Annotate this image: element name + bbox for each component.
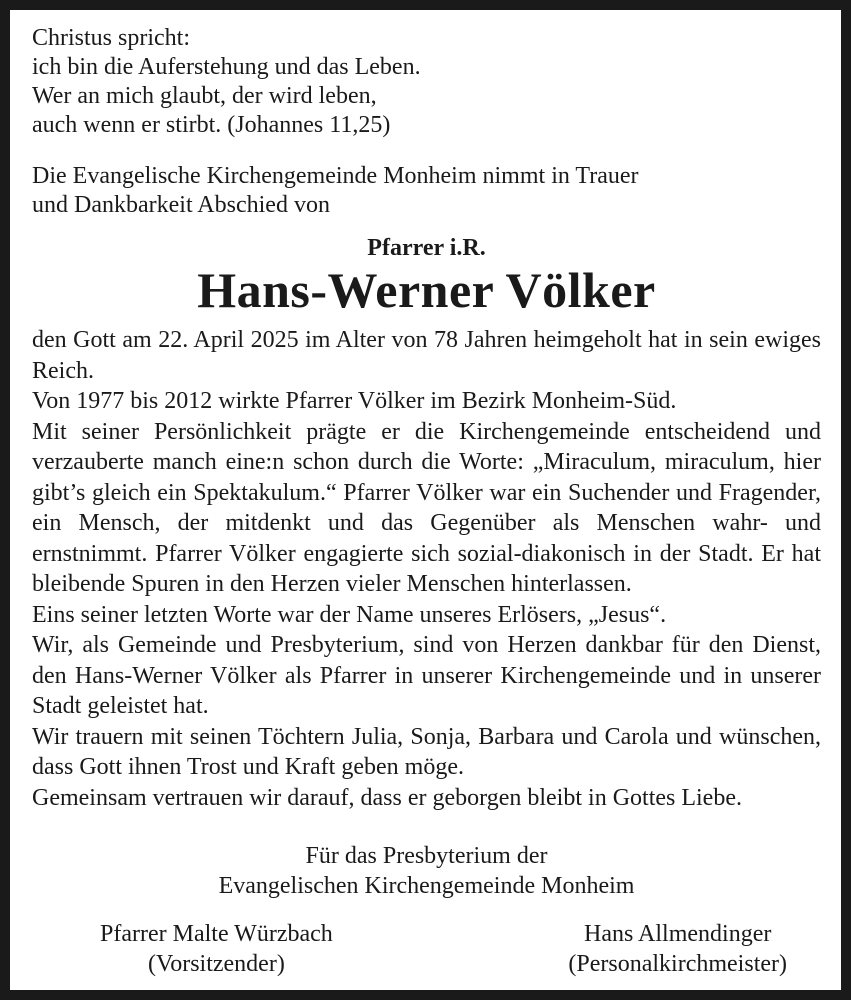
verse-line: Wer an mich glaubt, der wird leben,	[32, 83, 377, 109]
signer-role: (Vorsitzender)	[147, 951, 285, 977]
signer-left	[100, 919, 333, 979]
intro-line: und Dankbarkeit Abschied von	[32, 192, 330, 218]
verse-line: Christus spricht:	[32, 25, 191, 51]
deceased-name: Hans-Werner Völker	[197, 262, 656, 318]
body-paragraph: Mit seiner Persönlichkeit prägte er die Kirchengemeinde entscheidend und verzauberte manch eine:n schon durch die Worte: „Miraculum, miraculum, hier gibt’s gleich ein Spektakulum.“ Pfarrer Völker war ein Suchender und Fragender, ein Mensch, der mitdenkt und das Gegenüber als Menschen wahr- und ernstnimmt. Pfarrer Völker engagierte sich sozial-diakonisch in der Stadt. Er hat bleibende Spuren in den Herzen vieler Menschen hinterlassen.	[32, 418, 821, 597]
notice-content	[32, 24, 821, 979]
obituary-body	[32, 325, 821, 813]
signer-name: Pfarrer Malte Würzbach	[100, 921, 333, 947]
deceased-rank: Pfarrer i.R.	[367, 235, 486, 261]
signature-header-line: Für das Presbyterium der	[305, 843, 548, 869]
body-paragraph: Wir trauern mit seinen Töchtern Julia, Sonja, Barbara und Carola und wünschen, dass Gott ihnen Trost und Kraft geben möge.	[32, 723, 821, 780]
intro-text	[32, 162, 821, 220]
body-paragraph: Gemeinsam vertrauen wir darauf, dass er geborgen bleibt in Gottes Liebe.	[32, 784, 742, 811]
bible-verse	[32, 24, 821, 140]
signer-right	[568, 919, 787, 979]
body-paragraph: Wir, als Gemeinde und Presbyterium, sind von Herzen dankbar für den Dienst, den Hans-Werner Völker als Pfarrer in unserer Kirchengemeinde und in unserer Stadt geleistet hat.	[32, 632, 821, 719]
body-paragraph: den Gott am 22. April 2025 im Alter von 78 Jahren heimgeholt hat in sein ewiges Reich.	[32, 327, 821, 384]
signature-header	[32, 841, 821, 901]
body-paragraph: Von 1977 bis 2012 wirkte Pfarrer Völker im Bezirk Monheim-Süd.	[32, 388, 677, 414]
signer-role: (Personalkirchmeister)	[568, 951, 787, 977]
verse-line: ich bin die Auferstehung und das Leben.	[32, 54, 421, 80]
signature-header-line: Evangelischen Kirchengemeinde Monheim	[218, 873, 635, 899]
intro-line: Die Evangelische Kirchengemeinde Monheim nimmt in Trauer	[32, 163, 639, 189]
signer-name: Hans Allmendinger	[584, 921, 772, 947]
verse-line: auch wenn er stirbt. (Johannes 11,25)	[32, 112, 391, 138]
signers	[32, 919, 821, 979]
body-paragraph: Eins seiner letzten Worte war der Name unseres Erlösers, „Jesus“.	[32, 601, 667, 628]
